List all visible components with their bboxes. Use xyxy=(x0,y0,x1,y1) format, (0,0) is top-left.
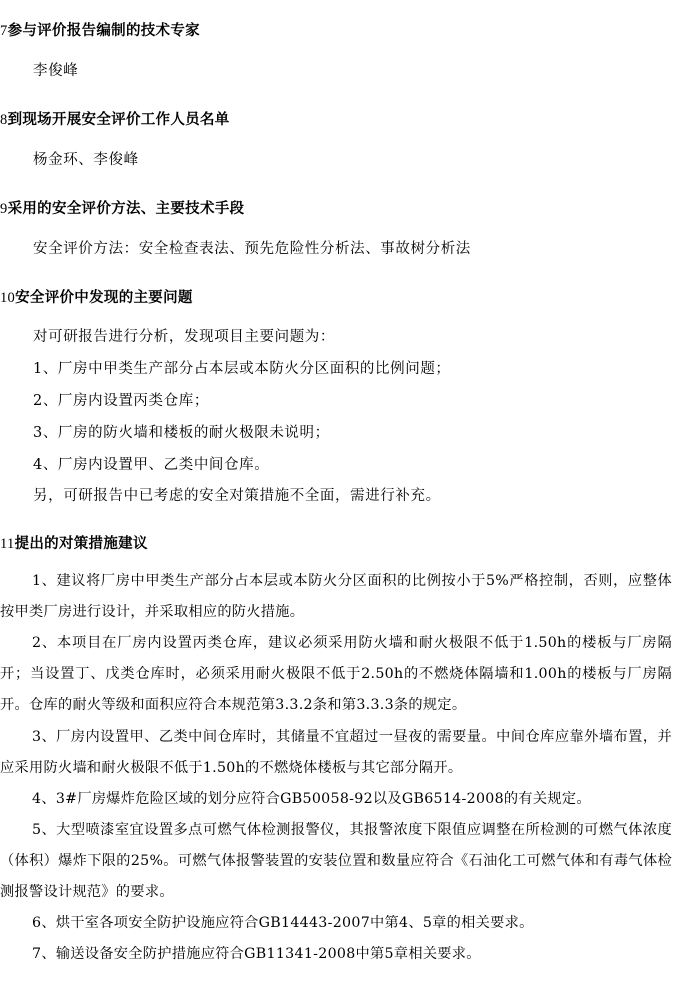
section-10-item-4: 4、厂房内设置甲、乙类中间仓库。 xyxy=(33,457,270,473)
section-7-body: 李俊峰 xyxy=(33,63,79,79)
section-9-number: 9 xyxy=(0,201,8,217)
section-11-paragraph-6: 6、烘干室各项安全防护设施应符合GB14443-2007中第4、5章的相关要求。 xyxy=(32,915,534,931)
section-10-heading xyxy=(0,286,193,307)
section-11-paragraph-2: 2、本项目在厂房内设置丙类仓库，建议必须采用防火墙和耐火极限不低于1.50h的楼板与厂房隔开；当设置丁、戊类仓库时，必须采用耐火极限不低于2.50h的不燃烧体隔墙和1.00h的楼板与厂房隔开。仓库的耐火等级和面积应符合本规范第3.3.2条和第3.3.3条的规定。 xyxy=(0,635,672,713)
section-8-title: 到现场开展安全评价工作人员名单 xyxy=(7,111,230,128)
section-9-body: 安全评价方法：安全检查表法、预先危险性分析法、事故树分析法 xyxy=(33,241,471,257)
section-10-item-2: 2、厂房内设置丙类仓库； xyxy=(33,393,209,409)
section-10-item-1: 1、厂房中甲类生产部分占本层或本防火分区面积的比例问题； xyxy=(33,361,451,377)
section-10-note: 另，可研报告中已考虑的安全对策措施不全面，需进行补充。 xyxy=(33,488,441,504)
section-10-title: 安全评价中发现的主要问题 xyxy=(15,289,193,306)
section-11-number: 11 xyxy=(0,536,15,552)
section-11-paragraph-7: 7、输送设备安全防护措施应符合GB11341-2008中第5章相关要求。 xyxy=(32,946,481,962)
section-8-number: 8 xyxy=(0,112,8,128)
section-11-title: 提出的对策措施建议 xyxy=(14,535,148,552)
section-10-number: 10 xyxy=(0,290,16,306)
section-10-item-3: 3、厂房的防火墙和楼板的耐火极限未说明； xyxy=(33,425,330,441)
section-7-title: 参与评价报告编制的技术专家 xyxy=(7,22,200,39)
section-8-heading xyxy=(0,108,230,129)
section-9-heading xyxy=(0,197,244,218)
section-10-intro: 对可研报告进行分析，发现项目主要问题为： xyxy=(33,329,335,345)
section-8-body: 杨金环、李俊峰 xyxy=(33,152,139,168)
section-9-title: 采用的安全评价方法、主要技术手段 xyxy=(7,200,245,217)
section-7-heading xyxy=(0,19,200,40)
section-11-paragraph-3: 3、厂房内设置甲、乙类中间仓库时，其储量不宜超过一昼夜的需要量。中间仓库应靠外墙布置，并应采用防火墙和耐火极限不低于1.50h的不燃烧体楼板与其它部分隔开。 xyxy=(0,729,672,776)
section-7-number: 7 xyxy=(0,23,8,39)
section-11-heading xyxy=(0,532,148,553)
section-11-paragraph-4: 4、3#厂房爆炸危险区域的划分应符合GB50058-92以及GB6514-2008的有关规定。 xyxy=(32,791,591,807)
section-11-paragraph-5: 5、大型喷漆室宜设置多点可燃气体检测报警仪，其报警浓度下限值应调整在所检测的可燃气体浓度（体积）爆炸下限的25%。可燃气体报警装置的安装位置和数量应符合《石油化工可燃气体和有毒气体检测报警设计规范》的要求。 xyxy=(0,822,672,900)
section-11-paragraph-1: 1、建议将厂房中甲类生产部分占本层或本防火分区面积的比例按小于5%严格控制，否则，应整体按甲类厂房进行设计，并采取相应的防火措施。 xyxy=(0,573,672,620)
